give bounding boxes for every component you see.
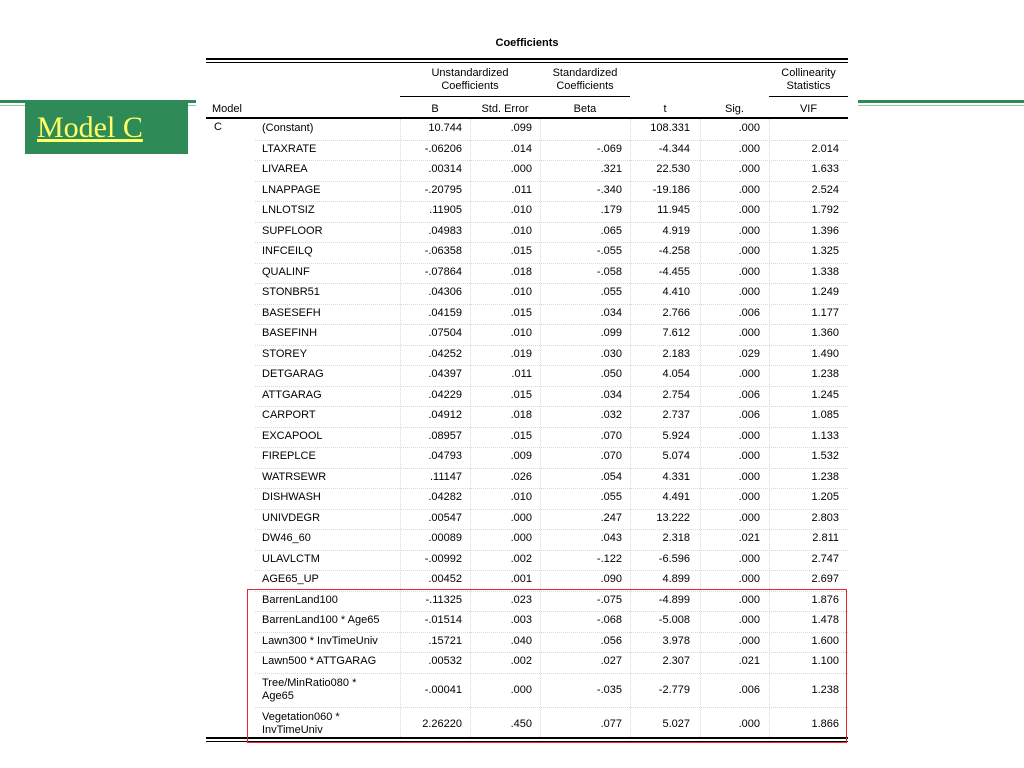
cell-b: -.11325 (425, 593, 462, 606)
row-gridline (255, 304, 848, 305)
row-label: INFCEILQ (262, 245, 313, 257)
cell-t: -6.596 (658, 552, 690, 565)
cell-t: 2.766 (662, 306, 690, 319)
cell-se: .023 (510, 593, 532, 606)
cell-sig: .000 (738, 593, 760, 606)
cell-beta: -.075 (596, 593, 622, 606)
cell-sig: .029 (738, 347, 760, 360)
cell-t: 2.183 (662, 347, 690, 360)
cell-beta: .032 (600, 409, 622, 421)
row-gridline (255, 345, 848, 346)
cell-sig: .006 (738, 306, 760, 319)
accent-bar-right (858, 100, 1024, 103)
cell-b: .00532 (428, 655, 462, 667)
cell-t: 4.491 (662, 491, 690, 503)
cell-vif: 2.747 (811, 552, 839, 565)
row-label: BarrenLand100 (262, 593, 338, 606)
cell-se: .026 (510, 470, 532, 483)
row-gridline (255, 242, 848, 243)
cell-beta: .065 (600, 224, 622, 237)
row-label: Lawn500 * ATTGARAG (262, 655, 377, 667)
cell-t: 4.331 (662, 470, 690, 483)
header-unstandardized: Unstandardized Coefficients (431, 67, 509, 92)
cell-t: 2.754 (662, 388, 690, 401)
row-label: ATTGARAG (262, 388, 322, 401)
cell-b: .04282 (428, 491, 462, 503)
cell-se: .011 (511, 183, 532, 196)
cell-vif: 2.524 (811, 183, 839, 196)
cell-sig: .000 (738, 634, 760, 647)
cell-t: 11.945 (657, 204, 690, 216)
cell-b: 2.26220 (422, 717, 462, 730)
cell-se: .015 (510, 388, 532, 401)
cell-b: .04229 (428, 388, 462, 401)
cell-sig: .000 (738, 224, 760, 237)
cell-se: .009 (510, 450, 532, 462)
cell-sig: .000 (738, 183, 760, 196)
cell-t: -19.186 (652, 183, 690, 196)
cell-t: 3.978 (662, 634, 690, 647)
cell-vif: 1.396 (811, 224, 839, 237)
cell-b: .11147 (429, 470, 462, 483)
cell-t: 4.919 (662, 224, 690, 237)
cell-beta: .030 (600, 347, 622, 360)
row-label: STOREY (262, 347, 308, 360)
row-gridline (255, 488, 848, 489)
cell-vif: 1.360 (811, 327, 839, 339)
cell-t: 13.222 (656, 511, 690, 524)
cell-vif: 1.325 (811, 245, 839, 257)
col-header-t: t (663, 103, 667, 115)
cell-b: -.00992 (424, 552, 462, 565)
cell-se: .000 (510, 511, 532, 524)
cell-t: -4.344 (658, 142, 690, 155)
row-gridline (255, 468, 848, 469)
cell-vif: 1.249 (811, 286, 839, 298)
cell-vif: 1.532 (811, 450, 839, 462)
cell-b: -.00041 (424, 683, 462, 696)
cell-vif: 1.133 (811, 429, 839, 442)
header-collinearity: Collinearity Statistics (781, 67, 836, 92)
cell-vif: 1.085 (811, 409, 839, 421)
cell-b: 10.744 (428, 122, 462, 134)
row-label: Vegetation060 * InvTimeUniv (262, 710, 340, 736)
cell-vif: 1.792 (811, 204, 839, 216)
cell-sig: .000 (738, 204, 760, 216)
cell-se: .014 (510, 142, 532, 155)
cell-b: -.06358 (424, 245, 462, 257)
cell-b: .08957 (428, 429, 462, 442)
cell-vif: 2.803 (811, 511, 839, 524)
row-gridline (255, 140, 848, 141)
cell-beta: .077 (600, 717, 622, 730)
cell-t: 4.054 (662, 368, 690, 380)
row-label: Lawn300 * InvTimeUniv (262, 634, 378, 647)
row-label: SUPFLOOR (262, 224, 323, 237)
cell-b: .04306 (428, 286, 462, 298)
row-label: Tree/MinRatio080 * Age65 (262, 676, 357, 702)
cell-beta: .034 (600, 388, 622, 401)
cell-sig: .000 (738, 327, 760, 339)
cell-beta: -.122 (596, 552, 622, 565)
cell-sig: .021 (738, 532, 760, 544)
cell-vif: 1.633 (811, 163, 839, 175)
cell-beta: .054 (600, 470, 622, 483)
cell-se: .000 (510, 163, 532, 175)
cell-beta: .027 (600, 655, 622, 667)
cell-vif: 1.177 (811, 306, 839, 319)
cell-sig: .000 (738, 573, 760, 585)
cell-b: .15721 (428, 634, 462, 647)
row-gridline (255, 406, 848, 407)
cell-vif: 2.014 (811, 142, 839, 155)
row-gridline (255, 283, 848, 284)
row-gridline (255, 222, 848, 223)
header-standardized: Standardized Coefficients (552, 67, 618, 92)
row-label: BASEFINH (262, 327, 318, 339)
row-label: FIREPLCE (262, 450, 316, 462)
cell-beta: -.058 (596, 265, 622, 278)
cell-se: .019 (510, 347, 532, 360)
row-label: LIVAREA (262, 163, 308, 175)
row-gridline (255, 201, 848, 202)
cell-t: 5.074 (662, 450, 690, 462)
row-gridline (255, 181, 848, 182)
row-label: DETGARAG (262, 368, 324, 380)
cell-se: .015 (510, 306, 532, 319)
cell-t: -4.455 (658, 265, 690, 278)
cell-b: .04793 (428, 450, 462, 462)
cell-se: .002 (510, 552, 532, 565)
row-gridline (255, 427, 848, 428)
col-header-std-error: Std. Error (481, 103, 529, 115)
row-gridline (255, 263, 848, 264)
cell-b: .11905 (429, 204, 462, 216)
cell-beta: .034 (600, 306, 622, 319)
row-gridline (255, 550, 848, 551)
cell-t: 5.027 (662, 717, 690, 730)
row-label: LTAXRATE (262, 142, 317, 155)
cell-vif: 2.811 (812, 532, 839, 544)
cell-t: 4.899 (662, 573, 690, 585)
cell-sig: .000 (738, 717, 760, 730)
row-gridline (255, 365, 848, 366)
cell-t: 4.410 (662, 286, 690, 298)
cell-sig: .000 (738, 245, 760, 257)
row-gridline (255, 529, 848, 530)
cell-t: 2.318 (662, 532, 690, 544)
cell-sig: .000 (738, 163, 760, 175)
cell-beta: .321 (600, 163, 622, 175)
col-header-sig: Sig. (725, 103, 744, 115)
cell-b: .00089 (428, 532, 462, 544)
cell-vif: 1.238 (811, 683, 839, 696)
highlight-box (247, 589, 847, 743)
cell-se: .000 (510, 683, 532, 696)
row-label: LNAPPAGE (262, 183, 321, 196)
table-title: Coefficients (495, 37, 559, 49)
cell-beta: .090 (600, 573, 622, 585)
cell-se: .010 (510, 286, 532, 298)
cell-vif: 1.866 (811, 717, 839, 730)
cell-sig: .006 (738, 388, 760, 401)
cell-b: -.07864 (424, 265, 462, 278)
cell-b: -.06206 (424, 142, 462, 155)
header-standardized-underline (540, 96, 630, 97)
cell-se: .011 (511, 368, 532, 380)
cell-vif: 1.100 (811, 655, 839, 667)
row-gridline (255, 386, 848, 387)
row-label: QUALINF (262, 265, 310, 278)
table-top-rule-2 (206, 62, 848, 63)
cell-b: .04159 (428, 306, 462, 319)
cell-vif: 1.490 (811, 347, 839, 360)
cell-beta: .070 (600, 450, 622, 462)
col-header-b: B (431, 103, 439, 115)
cell-vif: 1.876 (811, 593, 839, 606)
cell-vif: 1.478 (811, 614, 839, 626)
col-header-beta: Beta (573, 103, 597, 115)
cell-se: .010 (510, 224, 532, 237)
model-id: C (214, 121, 222, 133)
model-label: Model C (37, 111, 143, 144)
cell-b: .04252 (428, 347, 462, 360)
cell-b: .04397 (428, 368, 462, 380)
cell-vif: 1.238 (811, 470, 839, 483)
cell-sig: .000 (738, 450, 760, 462)
row-label: WATRSEWR (262, 470, 327, 483)
cell-sig: .000 (738, 552, 760, 565)
cell-se: .018 (510, 265, 532, 278)
header-collinearity-underline (769, 96, 848, 97)
cell-vif: 1.205 (811, 491, 839, 503)
cell-sig: .006 (738, 683, 760, 696)
row-label: BarrenLand100 * Age65 (262, 614, 380, 626)
cell-t: 22.530 (656, 163, 690, 175)
cell-vif: 1.238 (811, 368, 839, 380)
row-label: UNIVDEGR (262, 511, 321, 524)
row-gridline (255, 160, 848, 161)
cell-beta: .070 (600, 429, 622, 442)
cell-se: .040 (510, 634, 532, 647)
cell-se: .015 (510, 245, 532, 257)
cell-beta: -.035 (596, 683, 622, 696)
cell-beta: .099 (600, 327, 622, 339)
cell-beta: -.068 (596, 614, 622, 626)
cell-b: .00314 (428, 163, 462, 175)
header-unstandardized-underline (400, 96, 540, 97)
row-label: DW46_60 (262, 532, 311, 544)
row-label: LNLOTSIZ (262, 204, 315, 216)
cell-t: -5.008 (658, 614, 690, 626)
row-label: STONBR51 (262, 286, 320, 298)
cell-sig: .006 (738, 409, 760, 421)
cell-sig: .000 (738, 491, 760, 503)
cell-b: .00547 (428, 511, 462, 524)
cell-se: .099 (510, 122, 532, 134)
row-label: ULAVLCTM (262, 552, 320, 565)
cell-beta: -.055 (596, 245, 622, 257)
cell-beta: .247 (600, 511, 622, 524)
cell-b: .04912 (428, 409, 462, 421)
cell-sig: .021 (738, 655, 760, 667)
row-gridline (255, 570, 848, 571)
col-header-model: Model (212, 103, 242, 115)
cell-t: -2.779 (658, 683, 690, 696)
cell-se: .010 (510, 204, 532, 216)
cell-vif: 1.245 (811, 388, 839, 401)
cell-t: 108.331 (650, 122, 690, 134)
cell-t: 7.612 (662, 327, 690, 339)
cell-se: .450 (510, 717, 532, 730)
cell-beta: .050 (600, 368, 622, 380)
model-label-box (25, 103, 188, 154)
cell-vif: 1.338 (811, 265, 839, 278)
cell-t: 5.924 (662, 429, 690, 442)
row-label: AGE65_UP (262, 573, 319, 585)
table-top-rule (206, 58, 848, 60)
cell-beta: -.340 (596, 183, 622, 196)
accent-bar-right-thin (858, 105, 1024, 106)
cell-beta: .055 (600, 286, 622, 298)
cell-sig: .000 (738, 142, 760, 155)
cell-sig: .000 (738, 470, 760, 483)
cell-sig: .000 (738, 614, 760, 626)
row-gridline (255, 324, 848, 325)
cell-sig: .000 (738, 429, 760, 442)
cell-b: .04983 (428, 224, 462, 237)
cell-se: .018 (510, 409, 532, 421)
cell-vif: 2.697 (811, 573, 839, 585)
row-gridline (255, 509, 848, 510)
row-label: (Constant) (262, 122, 314, 134)
cell-beta: -.069 (596, 142, 622, 155)
cell-se: .015 (510, 429, 532, 442)
row-label: CARPORT (262, 409, 316, 421)
cell-sig: .000 (738, 511, 760, 524)
cell-beta: .043 (600, 532, 622, 544)
cell-t: -4.258 (658, 245, 690, 257)
cell-se: .002 (510, 655, 532, 667)
col-header-vif: VIF (799, 103, 818, 115)
cell-se: .010 (510, 327, 532, 339)
row-label: BASESEFH (262, 306, 321, 319)
cell-beta: .056 (600, 634, 622, 647)
row-label: DISHWASH (262, 491, 321, 503)
cell-sig: .000 (738, 368, 760, 380)
cell-b: -.20795 (424, 183, 462, 196)
cell-se: .001 (510, 573, 532, 585)
cell-beta: .179 (600, 204, 622, 216)
cell-se: .003 (510, 614, 532, 626)
cell-sig: .000 (738, 265, 760, 278)
cell-t: 2.737 (662, 409, 690, 421)
cell-t: -4.899 (658, 593, 690, 606)
cell-b: -.01514 (424, 614, 462, 626)
cell-sig: .000 (738, 122, 760, 134)
cell-beta: .055 (600, 491, 622, 503)
row-label: EXCAPOOL (262, 429, 323, 442)
cell-sig: .000 (738, 286, 760, 298)
cell-b: .07504 (428, 327, 462, 339)
cell-vif: 1.600 (811, 634, 839, 647)
cell-se: .010 (510, 491, 532, 503)
cell-se: .000 (510, 532, 532, 544)
cell-t: 2.307 (662, 655, 690, 667)
header-bottom-rule (206, 117, 848, 119)
cell-b: .00452 (428, 573, 462, 585)
row-gridline (255, 447, 848, 448)
